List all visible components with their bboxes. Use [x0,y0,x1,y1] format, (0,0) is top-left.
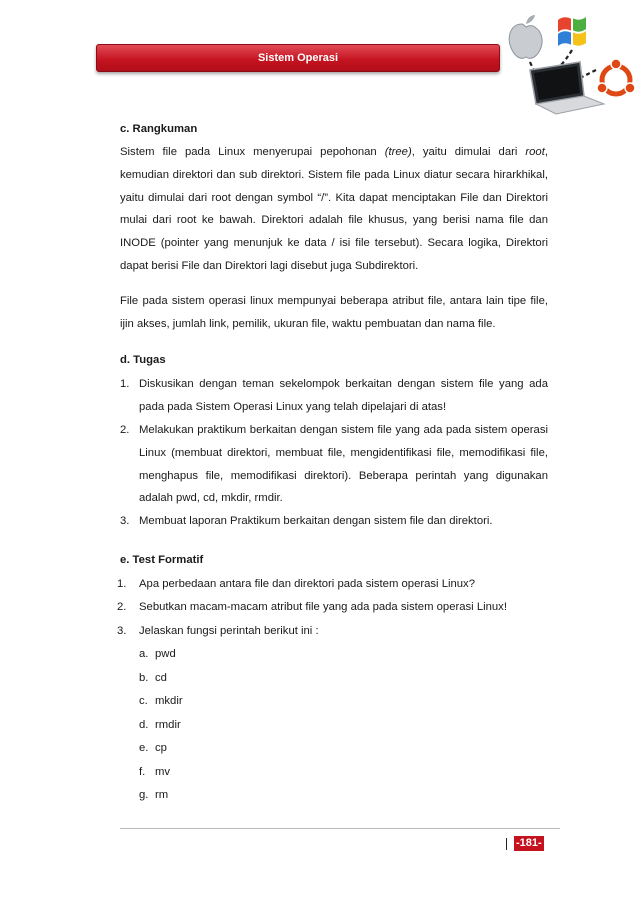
tugas-list [120,373,548,533]
rangkuman-paragraph-1: Sistem file pada Linux menyerupai pepohonan (tree), yaitu dimulai dari root, kemudian direktori dan sub direktori. Sistem file pada Linux diatur secara hirarkhikal, yaitu dimulai dari root dengan symbol “/”. Kita dapat menciptakan File dan Direktori mulai dari root ke bawah. Direktori adalah file khusus, yang berisi nama file dan INODE (pointer yang menunjuk ke data / isi file tersebut). Secara logika, Direktori dapat berisi File dan Direktori lagi disebut juga Subdirektori. [120,146,548,272]
page-number: -181- [516,837,542,849]
header-banner [96,44,500,72]
page-content [117,116,548,808]
tugas-heading: d. Tugas [120,354,166,367]
test-formatif-list [117,573,548,808]
list-item: e. cp [139,742,167,755]
list-item: g. rm [139,789,169,802]
rangkuman-paragraph-2: File pada sistem operasi linux mempunyai beberapa atribut file, antara lain tipe file, ijin akses, jumlah link, pemilik, ukuran file, waktu pembuatan dan nama file. [120,294,548,330]
list-item: a. pwd [139,648,176,661]
ubuntu-logo [597,59,635,94]
footer-divider [120,828,560,829]
list-item: c. mkdir [139,695,183,708]
list-item: 2. Sebutkan macam-macam atribut file yang ada pada sistem operasi Linux! [117,601,507,614]
command-sublist [139,643,548,808]
list-item: 3. Membuat laporan Praktikum berkaitan dengan sistem file dan direktori. [120,515,493,528]
list-item: f. mv [139,765,171,778]
laptop [530,62,604,114]
os-logos-illustration [500,4,636,120]
list-item: 1. Apa perbedaan antara file dan direktori pada sistem operasi Linux? [117,577,475,590]
rangkuman-heading: c. Rangkuman [120,123,198,135]
list-item: d. rmdir [139,718,181,731]
test-formatif-heading: e. Test Formatif [120,553,204,566]
apple-logo [509,15,542,58]
list-item: 3. Jelaskan fungsi perintah berikut ini : a. pwd b. cd c. mkdir d. rmdir e. cp f. mv g. rm [117,620,548,808]
list-item: 2. Melakukan praktikum berkaitan dengan sistem file yang ada pada sistem operasi Linux (membuat direktori, membuat file, mengidentifikasi file, memodifikasi file, menghapus file, memodifikasi direktori). Beberapa perintah yang digunakan adalah pwd, cd, mkdir, rmdir. [120,423,548,505]
list-item: b. cd [139,671,167,684]
list-item: 1. Diskusikan dengan teman sekelompok berkaitan dengan sistem file yang ada pada pada Sistem Operasi Linux yang telah dipelajari di atas! [120,378,548,414]
header-title: Sistem Operasi [257,52,339,64]
page-number-separator [506,838,507,850]
windows-logo [558,15,586,48]
